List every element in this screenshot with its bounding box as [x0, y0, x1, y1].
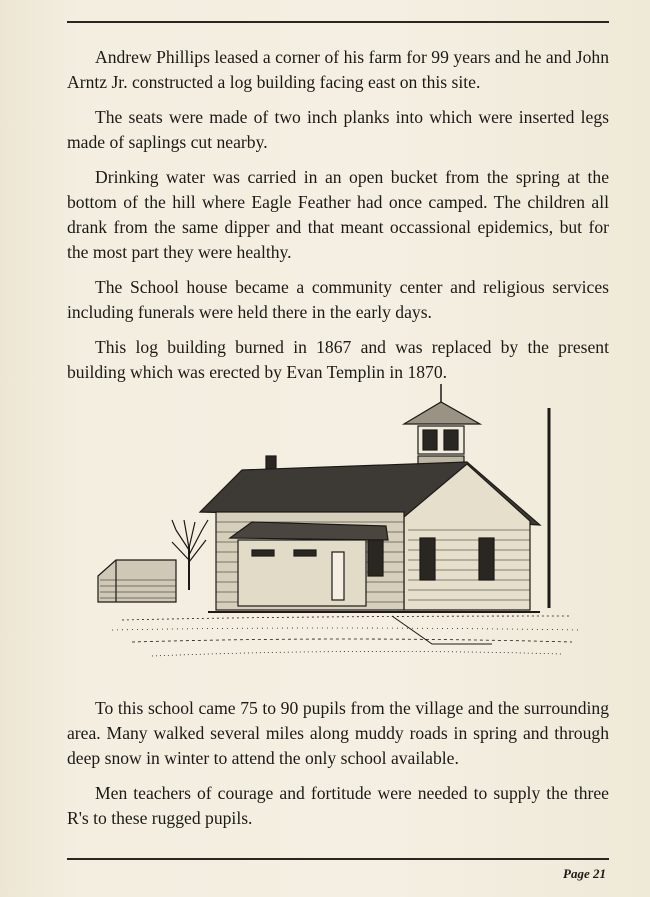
tree-drawing — [172, 520, 208, 590]
paragraph: The School house became a community center and religious services including funerals were held there in the early days. — [67, 277, 609, 322]
top-rule — [67, 21, 609, 23]
shed-drawing — [98, 560, 176, 602]
path-walkway — [392, 616, 492, 644]
bottom-rule — [67, 858, 609, 860]
door-drawing — [332, 552, 344, 600]
paragraph: Andrew Phillips leased a corner of his farm for 99 years and he and John Arntz Jr. constructed a log building facing east on this site. — [67, 47, 609, 92]
bell-tower-drawing — [404, 384, 480, 474]
schoolhouse-illustration — [92, 380, 592, 670]
paragraph: This log building burned in 1867 and was replaced by the present building which was erected by Evan Templin in 1870. — [67, 337, 609, 382]
paragraph: Drinking water was carried in an open bucket from the spring at the bottom of the hill where Eagle Feather had once camped. The children all drank from the same dipper and that meant occassional epidemics, but for the most part they were healthy. — [67, 167, 609, 262]
paragraph: The seats were made of two inch planks into which were inserted legs made of saplings cut nearby. — [67, 107, 609, 152]
upper-text-block — [67, 45, 609, 395]
lower-text-block — [67, 696, 609, 841]
paragraph: To this school came 75 to 90 pupils from the village and the surrounding area. Many walked several miles along muddy roads in spring and through deep snow in winter to attend the only school available. — [67, 698, 609, 768]
chimney-drawing — [266, 456, 276, 470]
page-number: Page 21 — [563, 866, 606, 881]
paragraph: Men teachers of courage and fortitude were needed to supply the three R's to these rugged pupils. — [67, 783, 609, 828]
